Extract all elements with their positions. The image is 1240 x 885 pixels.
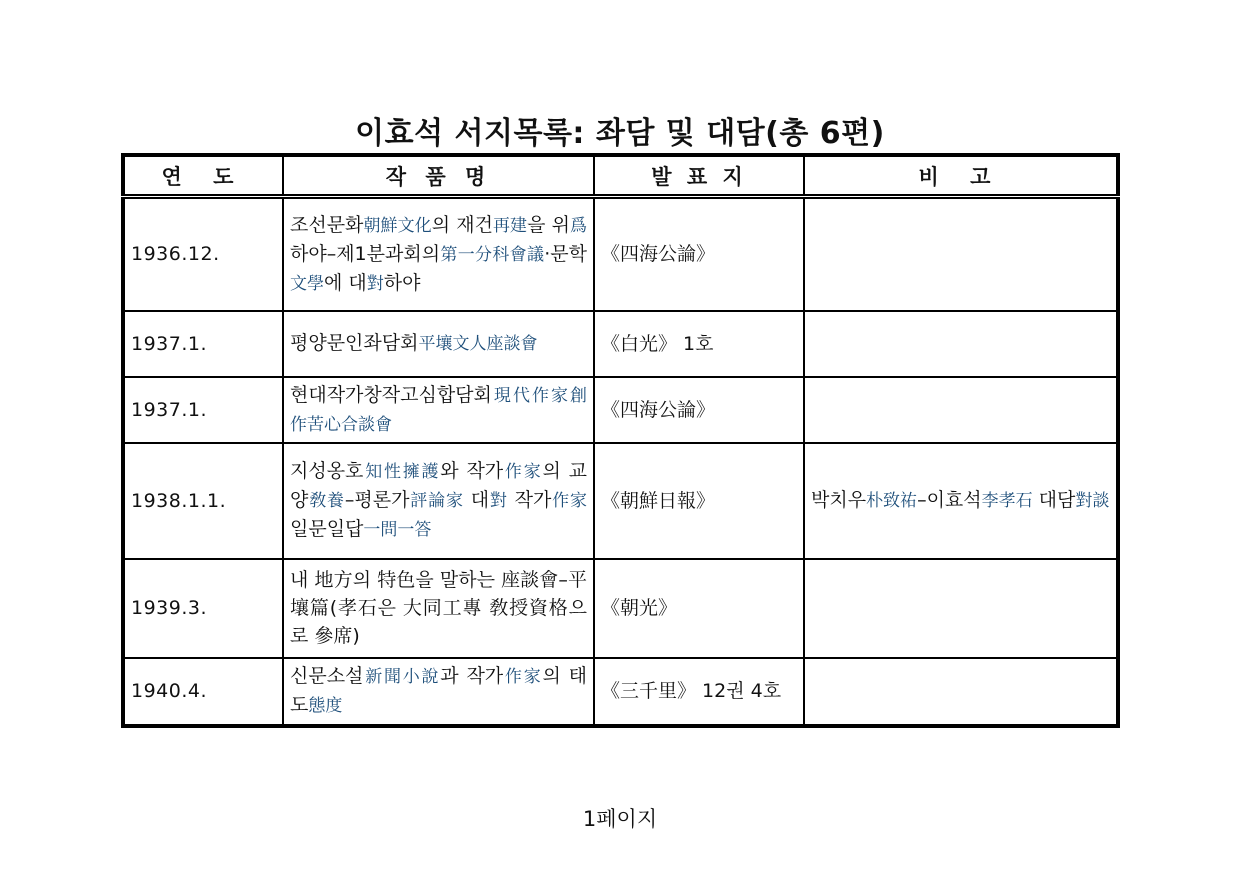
hanja-text: 作家 bbox=[503, 462, 543, 482]
cell-year: 1937.1. bbox=[123, 311, 283, 377]
korean-text: 조선문화 bbox=[290, 213, 364, 236]
cell-publication: 《四海公論》 bbox=[594, 377, 804, 443]
hanja-text: 李孝石 bbox=[981, 491, 1033, 511]
korean-text: 에 대 bbox=[324, 271, 367, 294]
cell-work-title bbox=[283, 311, 594, 377]
cell-note bbox=[804, 559, 1118, 658]
cell-note bbox=[804, 443, 1118, 559]
cell-note bbox=[804, 311, 1118, 377]
hanja-text: 第一分科會議 bbox=[440, 244, 545, 265]
cell-publication: 《朝鮮日報》 bbox=[594, 443, 804, 559]
hanja-text: 對 bbox=[366, 273, 384, 294]
cell-year: 1938.1.1. bbox=[123, 443, 283, 559]
korean-text: 지성옹호 bbox=[290, 460, 364, 482]
hanja-text: 爲 bbox=[569, 215, 588, 236]
cell-publication: 《四海公論》 bbox=[594, 197, 804, 311]
korean-text: 하야 bbox=[383, 271, 421, 294]
korean-text: 내 地方의 特色을 말하는 座談會–平壤篇(孝石은 大同工專 敎授資格으로 參席) bbox=[290, 569, 587, 647]
korean-text: 현대작가창작고심합담회 bbox=[290, 383, 492, 406]
header-note: 비 고 bbox=[804, 155, 1118, 197]
korean-text: 의 재건 bbox=[431, 213, 493, 236]
hanja-text: 對談 bbox=[1075, 491, 1110, 511]
cell-work-title bbox=[283, 559, 594, 658]
korean-text: 대담 bbox=[1032, 489, 1076, 511]
hanja-text: 一問一答 bbox=[363, 520, 432, 540]
korean-text: 대 bbox=[463, 489, 490, 511]
korean-text: 작가 bbox=[507, 489, 552, 511]
hanja-text: 平壤文人座談會 bbox=[418, 334, 538, 354]
hanja-text: 現代作家創作苦心合談會 bbox=[290, 385, 587, 435]
table-row bbox=[123, 559, 1118, 658]
table-body bbox=[123, 197, 1118, 726]
korean-text: 의 교양 bbox=[290, 460, 588, 511]
hanja-text: 朴致祐 bbox=[866, 491, 918, 511]
cell-note bbox=[804, 658, 1118, 726]
document-title: 이효석 서지목록: 좌담 및 대담(총 6편) bbox=[355, 116, 885, 151]
cell-publication: 《白光》 1호 bbox=[594, 311, 804, 377]
cell-note bbox=[804, 377, 1118, 443]
cell-year: 1936.12. bbox=[123, 197, 283, 311]
header-title: 작 품 명 bbox=[283, 155, 594, 197]
cell-publication: 《三千里》 12권 4호 bbox=[594, 658, 804, 726]
hanja-text: 新聞小說 bbox=[363, 667, 441, 687]
korean-text: 하야–제1분과회의 bbox=[290, 242, 441, 265]
cell-year: 1937.1. bbox=[123, 377, 283, 443]
korean-text: –평론가 bbox=[344, 489, 410, 511]
hanja-text: 文學 bbox=[290, 273, 324, 294]
cell-year: 1939.3. bbox=[123, 559, 283, 658]
hanja-text: 朝鮮文化 bbox=[363, 215, 432, 236]
table-row bbox=[123, 197, 1118, 311]
hanja-text: 對 bbox=[489, 491, 508, 511]
cell-publication: 《朝光》 bbox=[594, 559, 804, 658]
korean-text: 와 작가 bbox=[440, 460, 504, 482]
hanja-text: 評論家 bbox=[409, 491, 464, 511]
hanja-text: 敎養 bbox=[308, 491, 345, 511]
header-year: 연 도 bbox=[123, 155, 283, 197]
page-number: 1페이지 bbox=[582, 807, 658, 831]
hanja-text: 態度 bbox=[308, 696, 343, 716]
table-row bbox=[123, 443, 1118, 559]
korean-text: 신문소설 bbox=[290, 665, 364, 687]
cell-work-title bbox=[283, 658, 594, 726]
korean-text: 과 작가 bbox=[440, 665, 504, 687]
header-publication: 발 표 지 bbox=[594, 155, 804, 197]
bibliography-table bbox=[121, 153, 1120, 728]
korean-text: ·문학 bbox=[544, 242, 587, 265]
korean-text: 박치우 bbox=[811, 489, 867, 511]
cell-work-title bbox=[283, 377, 594, 443]
cell-work-title bbox=[283, 197, 594, 311]
hanja-text: 作家 bbox=[503, 667, 543, 687]
cell-year: 1940.4. bbox=[123, 658, 283, 726]
korean-text: –이효석 bbox=[917, 489, 982, 511]
cell-work-title bbox=[283, 443, 594, 559]
table-row bbox=[123, 311, 1118, 377]
table-header-row bbox=[123, 155, 1118, 197]
hanja-text: 作家 bbox=[551, 491, 588, 511]
table-row bbox=[123, 658, 1118, 726]
korean-text: 을 위 bbox=[527, 213, 570, 236]
table-row bbox=[123, 377, 1118, 443]
korean-text: 일문일답 bbox=[290, 518, 364, 540]
korean-text: 평양문인좌담회 bbox=[290, 332, 419, 354]
hanja-text: 知性擁護 bbox=[363, 462, 441, 482]
cell-note bbox=[804, 197, 1118, 311]
korean-text: 의 태도 bbox=[290, 665, 588, 716]
hanja-text: 再建 bbox=[492, 215, 528, 236]
